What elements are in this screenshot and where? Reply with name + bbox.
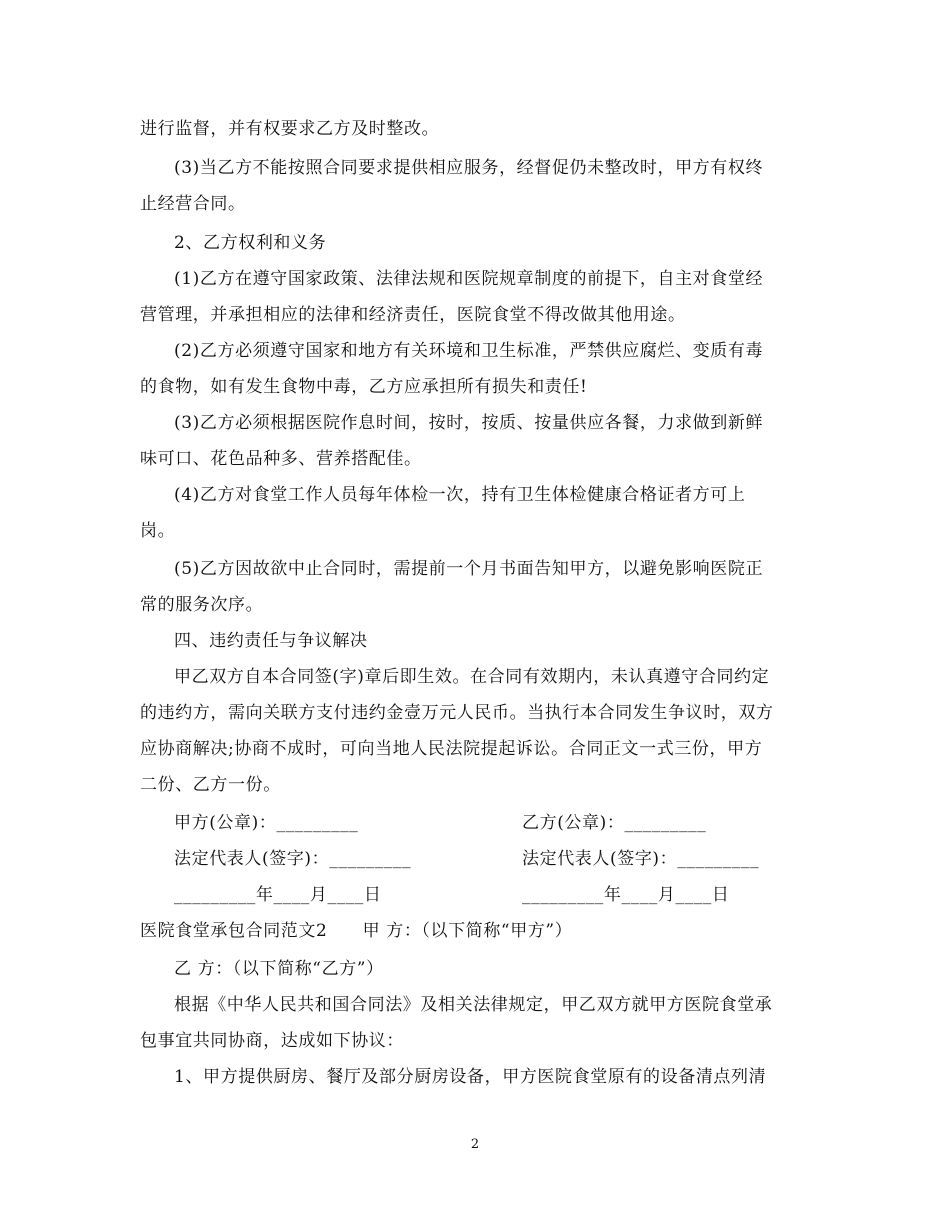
section-heading: 四、违约责任与争议解决 [174, 631, 368, 651]
paragraph-line: 的食物，如有发生食物中毒，乙方应承担所有损失和责任! [140, 377, 588, 397]
paragraph-line: 的违约方，需向关联方支付违约金壹万元人民币。当执行本合同发生争议时，双方 [140, 703, 774, 723]
party-a-date-field: _________年____月____日 [174, 885, 382, 905]
paragraph-line: 1、甲方提供厨房、餐厅及部分厨房设备，甲方医院食堂原有的设备清点列清 [174, 1067, 767, 1087]
contract-title-line: 医院食堂承包合同范文2 甲 方：（以下简称“甲方”） [140, 921, 573, 941]
page-number: 2 [470, 1137, 480, 1152]
paragraph-line: 岗。 [140, 521, 176, 541]
paragraph-line: 味可口、花色品种多、营养搭配佳。 [140, 449, 422, 469]
paragraph-line: (5)乙方因故欲中止合同时，需提前一个月书面告知甲方，以避免影响医院正 [174, 559, 764, 579]
paragraph-line: (3)当乙方不能按照合同要求提供相应服务，经督促仍未整改时，甲方有权终 [174, 158, 764, 178]
paragraph-line: (1)乙方在遵守国家政策、法律法规和医院规章制度的前提下，自主对食堂经 [174, 269, 764, 289]
paragraph-line: 常的服务次序。 [140, 595, 264, 615]
paragraph-line: 甲乙双方自本合同签(字)章后即生效。在合同有效期内，未认真遵守合同约定 [174, 667, 770, 687]
section-heading: 2、乙方权利和义务 [174, 233, 327, 253]
paragraph-line: 二份、乙方一份。 [140, 775, 281, 795]
paragraph-line: 乙 方：（以下简称“乙方”） [174, 959, 384, 979]
party-a-seal-field: 甲方(公章)：_________ [174, 813, 359, 833]
paragraph-line: (3)乙方必须根据医院作息时间，按时，按质、按量供应各餐，力求做到新鲜 [174, 413, 764, 433]
paragraph-line: (2)乙方必须遵守国家和地方有关环境和卫生标准，严禁供应腐烂、变质有毒 [174, 341, 764, 361]
paragraph-line: 包事宜共同协商，达成如下协议： [140, 1031, 404, 1051]
party-b-seal-field: 乙方(公章)：_________ [522, 813, 707, 833]
paragraph-line: 进行监督，并有权要求乙方及时整改。 [140, 119, 440, 139]
paragraph-line: 营管理，并承担相应的法律和经济责任，医院食堂不得改做其他用途。 [140, 305, 686, 325]
paragraph-line: 应协商解决;协商不成时，可向当地人民法院提起诉讼。合同正文一式三份，甲方 [140, 739, 763, 759]
paragraph-line: 根据《中华人民共和国合同法》及相关法律规定，甲乙双方就甲方医院食堂承 [174, 995, 773, 1015]
party-b-representative-field: 法定代表人(签字)：_________ [522, 849, 760, 869]
party-a-representative-field: 法定代表人(签字)：_________ [174, 849, 412, 869]
party-b-date-field: _________年____月____日 [522, 885, 730, 905]
paragraph-line: 止经营合同。 [140, 194, 246, 214]
paragraph-line: (4)乙方对食堂工作人员每年体检一次，持有卫生体检健康合格证者方可上 [174, 485, 746, 505]
